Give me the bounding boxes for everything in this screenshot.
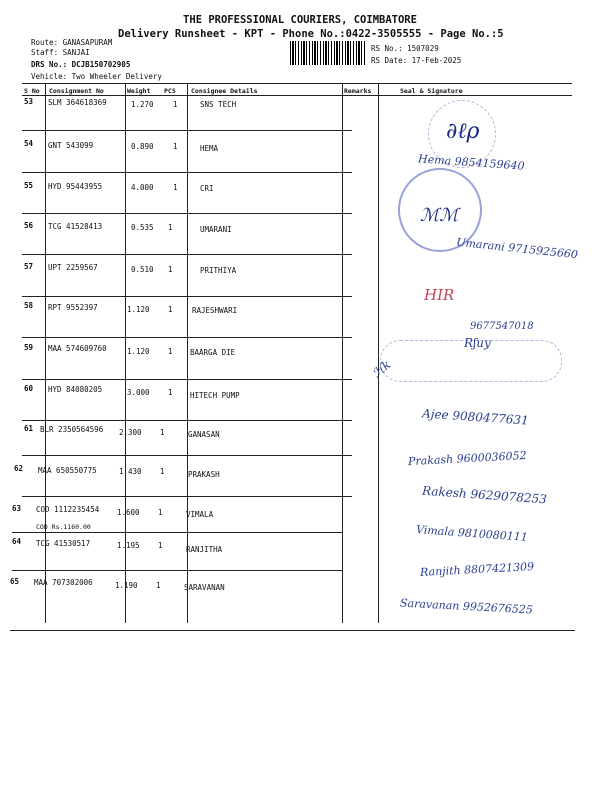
row-sno: 65 [10,577,20,586]
row-consignee: SNS TECH [200,100,237,109]
rs-number: RS No.: 1507029 [371,44,439,53]
header-remarks: Remarks [344,87,372,95]
row-consignment: COD 1112235454 [36,505,100,514]
row-sno: 58 [24,301,34,310]
row-pcs: 1 [158,541,163,550]
row-consignment: HYD 95443955 [48,182,103,191]
row-consignee: RAJESHWARI [192,306,238,315]
cod-amount: COD Rs.1160.00 [36,523,91,531]
row-divider [22,254,352,255]
route-label: Route: GANASAPURAM [31,38,113,47]
header-weight: Weight [127,87,151,95]
row-consignee: CRI [200,184,214,193]
signature-scribble: ∂ℓρ [446,119,480,144]
row-divider [12,532,342,533]
row-consignee: VIMALA [186,510,214,519]
row-divider [22,296,352,297]
row-consignment: TCG 41528413 [48,222,103,231]
signature-scribble: ℳℳ [420,205,459,226]
row-divider [12,570,342,571]
header-pcs: PCS [164,87,176,95]
row-consignee: HITECH PUMP [190,391,240,400]
row-divider [22,213,352,214]
signature-scribble: ℋk [369,357,394,381]
row-divider [22,379,352,380]
handwritten-signature: HIR [424,286,455,304]
row-consignee: BAARGA DIE [190,348,236,357]
row-pcs: 1 [168,347,173,356]
row-pcs: 1 [173,142,178,151]
row-weight: 0.510 [131,265,154,274]
row-consignment: TCG 41530517 [36,539,91,548]
row-pcs: 1 [168,265,173,274]
row-consignment: HYD 84080205 [48,385,103,394]
row-weight: 1.120 [127,347,150,356]
row-consignment: MAA 650550775 [38,466,97,475]
row-consignee: SARAVANAN [184,583,225,592]
row-divider [22,337,352,338]
row-sno: 55 [24,181,34,190]
row-pcs: 1 [168,305,173,314]
barcode [290,41,365,65]
row-pcs: 1 [156,581,161,590]
handwritten-signature: Ajee 9080477631 [421,406,530,428]
row-pcs: 1 [168,388,173,397]
row-sno: 62 [14,464,24,473]
column-divider [342,83,343,623]
table-bottom-border [10,630,575,631]
row-weight: 4.000 [131,183,154,192]
row-pcs: 1 [160,428,165,437]
row-consignee: PRITHIYA [200,266,237,275]
row-consignment: SLM 364618369 [48,98,107,107]
row-consignment: RPT 9552397 [48,303,98,312]
row-consignment: UPT 2259567 [48,263,98,272]
row-sno: 60 [24,384,34,393]
row-weight: 0.535 [131,223,154,232]
row-sno: 53 [24,97,34,106]
row-sno: 59 [24,343,34,352]
table-top-border [22,83,572,84]
row-sno: 61 [24,424,34,433]
row-sno: 63 [12,504,22,513]
row-weight: 1.430 [119,467,142,476]
signature-scribble: Rʃuy [464,336,491,350]
row-divider [22,172,352,173]
rs-date: RS Date: 17-Feb-2025 [371,56,462,65]
row-consignment: GNT 543099 [48,141,94,150]
row-pcs: 1 [160,467,165,476]
row-pcs: 1 [173,100,178,109]
column-divider [187,83,188,623]
row-pcs: 1 [158,508,163,517]
row-weight: 1.270 [131,100,154,109]
table-header-border [22,95,572,96]
row-consignment: MAA 707302006 [34,578,93,587]
row-weight: 0.890 [131,142,154,151]
handwritten-signature: Prakash 9600036052 [407,448,527,469]
row-divider [22,455,352,456]
header-seal-signature: Seal & Signature [400,87,463,95]
row-sno: 56 [24,221,34,230]
row-sno: 54 [24,139,34,148]
handwritten-signature: Ranjith 8807421309 [419,560,535,579]
handwritten-signature: Vimala 9810080111 [415,523,529,544]
row-sno: 64 [12,537,22,546]
row-sno: 57 [24,262,34,271]
handwritten-signature: Umarani 9715925660 [455,235,579,262]
page-title: THE PROFESSIONAL COURIERS, COIMBATORE [183,14,417,26]
header-sno: S No [24,87,40,95]
handwritten-signature: Saravanan 9952676525 [399,596,534,617]
drs-number: DRS No.: DCJB150702905 [31,60,131,69]
row-divider [22,130,352,131]
row-consignee: GANASAN [188,430,220,439]
header-consignee: Consignee Details [191,87,258,95]
vehicle-label: Vehicle: Two Wheeler Delivery [31,72,162,81]
row-weight: 2.300 [119,428,142,437]
row-divider [22,496,352,497]
header-consignment: Consignment No [49,87,104,95]
row-consignee: HEMA [200,144,219,153]
staff-label: Staff: SANJAI [31,48,90,57]
runsheet-subtitle: Delivery Runsheet - KPT - Phone No.:0422-3505555 - Page No.:5 [118,28,504,40]
row-consignee: UMARANI [200,225,232,234]
row-pcs: 1 [168,223,173,232]
handwritten-signature: Hema 9854159640 [417,152,525,173]
row-pcs: 1 [173,183,178,192]
row-consignment: BLR 2350564596 [40,425,104,434]
row-weight: 1.190 [115,581,138,590]
row-consignee: PRAKASH [188,470,220,479]
handwritten-signature: 9677547018 [470,321,534,332]
row-consignee: RANJITHA [186,545,223,554]
row-divider [22,420,352,421]
handwritten-signature: Rakesh 9629078253 [421,483,548,507]
row-weight: 1.600 [117,508,140,517]
row-consignment: MAA 574609760 [48,344,107,353]
row-weight: 3.000 [127,388,150,397]
row-weight: 1.120 [127,305,150,314]
row-weight: 1.195 [117,541,140,550]
column-divider [378,83,379,623]
